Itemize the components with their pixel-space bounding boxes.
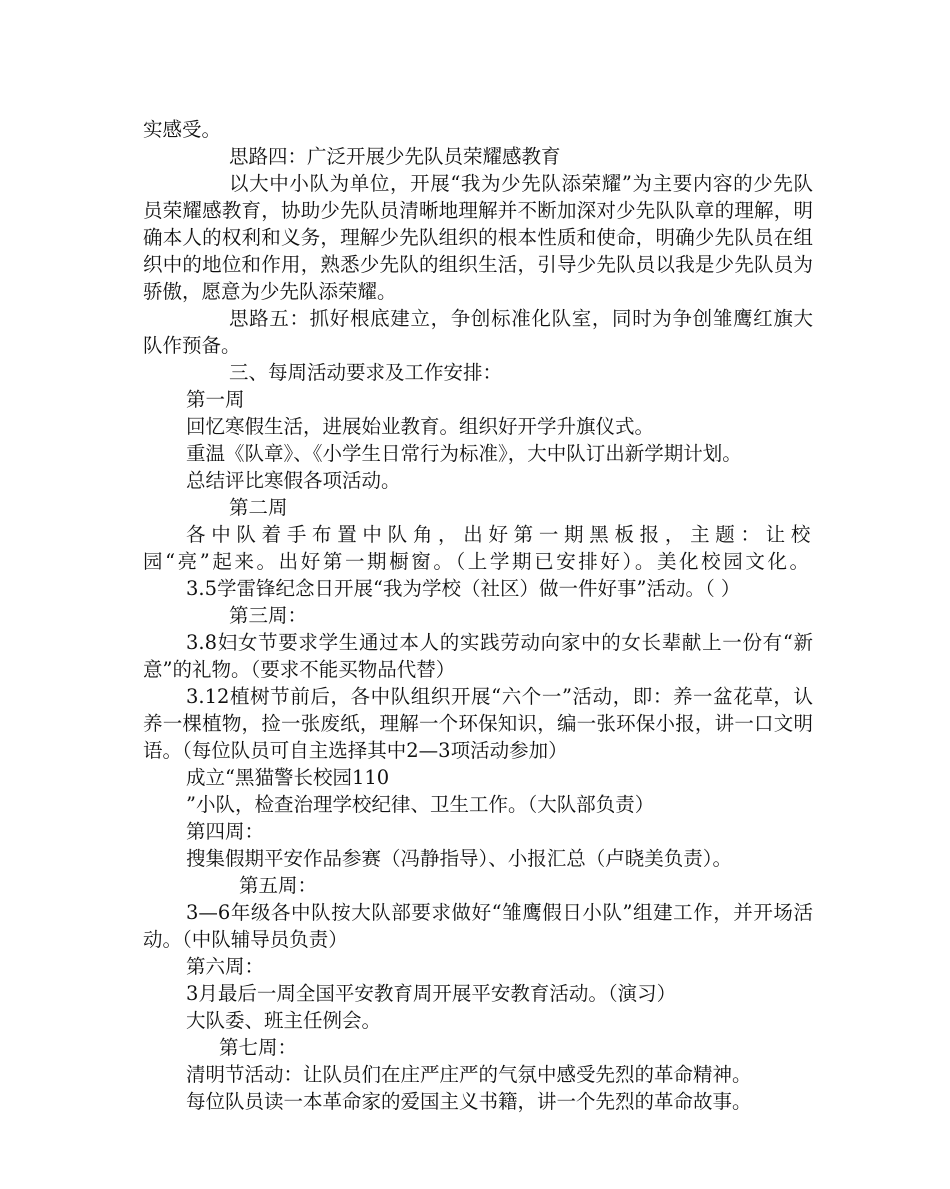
- heading-idea-five: 思路五：抓好根底建立，争创标准化队室，同时为争创雏鹰红旗大队作预备。: [143, 307, 813, 357]
- paragraph-week-6-item-2: 大队委、班主任例会。: [186, 1009, 382, 1032]
- heading-week-6: 第六周：: [186, 955, 265, 978]
- paragraph-week-3-item-3a: 成立“黑猫警长校园110: [186, 766, 390, 789]
- paragraph-week-7-item-1: 清明节活动：让队员们在庄严庄严的气氛中感受先烈的革命精神。: [186, 1063, 752, 1086]
- paragraph-week-2-item-1: 各中队着手布置中队角，出好第一期黑板报，主题：让校园“亮”起来。出好第一期橱窗。（上学期已安排好）。美化校园文化。: [143, 523, 813, 573]
- heading-section-three: 三、每周活动要求及工作安排：: [229, 361, 503, 384]
- paragraph-week-1-item-2: 重温《队章》、《小学生日常行为标准》，大中队订出新学期计划。: [186, 442, 742, 465]
- heading-week-3: 第三周：: [229, 604, 308, 627]
- heading-idea-four: 思路四：广泛开展少先队员荣耀感教育: [229, 145, 561, 168]
- paragraph-week-7-item-2: 每位队员读一本革命家的爱国主义书籍，讲一个先烈的革命故事。: [186, 1090, 752, 1113]
- heading-week-2: 第二周: [229, 496, 288, 519]
- paragraph-week-3-item-2: 3.12植树节前后，各中队组织开展“六个一”活动，即：养一盆花草，认养一棵植物，捡一张废纸，理解一个环保知识，编一张环保小报，讲一口文明语。（每位队员可自主选择其中2—3项活动参加）: [143, 685, 813, 762]
- paragraph-week-6-item-1: 3月最后一周全国平安教育周开展平安教育活动。（演习）: [186, 982, 677, 1005]
- paragraph-week-3-item-1: 3.8妇女节要求学生通过本人的实践劳动向家中的女长辈献上一份有“新意”的礼物。（要求不能买物品代替）: [143, 631, 813, 681]
- paragraph-week-5-item-1: 3—6年级各中队按大队部要求做好“雏鹰假日小队”组建工作，并开场活动。（中队辅导员负责）: [143, 901, 813, 951]
- paragraph-week-2-item-2: 3.5学雷锋纪念日开展“我为学校（社区）做一件好事”活动。（ ）: [186, 577, 741, 600]
- paragraph-continuation: 实感受。: [143, 118, 222, 141]
- paragraph-week-1-item-1: 回忆寒假生活，进展始业教育。组织好开学升旗仪式。: [186, 415, 655, 438]
- heading-week-4: 第四周：: [186, 820, 265, 843]
- heading-week-1: 第一周: [186, 388, 245, 411]
- heading-week-7: 第七周：: [219, 1036, 298, 1059]
- paragraph-idea-four-body: 以大中小队为单位，开展“我为少先队添荣耀”为主要内容的少先队员荣耀感教育，协助少先队员清晰地理解并不断加深对少先队队章的理解，明确本人的权利和义务，理解少先队组织的根本性质和使命，明确少先队员在组织中的地位和作用，熟悉少先队的组织生活，引导少先队员以我是少先队员为骄傲，愿意为少先队添荣耀。: [143, 172, 813, 303]
- paragraph-week-3-item-3b: ”小队，检查治理学校纪律、卫生工作。（大队部负责）: [186, 793, 655, 816]
- document-page: [143, 116, 813, 1115]
- heading-week-5: 第五周：: [239, 874, 318, 897]
- paragraph-week-1-item-3: 总结评比寒假各项活动。: [186, 469, 401, 492]
- paragraph-week-4-item-1: 搜集假期平安作品参赛（冯静指导）、小报汇总（卢晓美负责）。: [186, 847, 733, 870]
